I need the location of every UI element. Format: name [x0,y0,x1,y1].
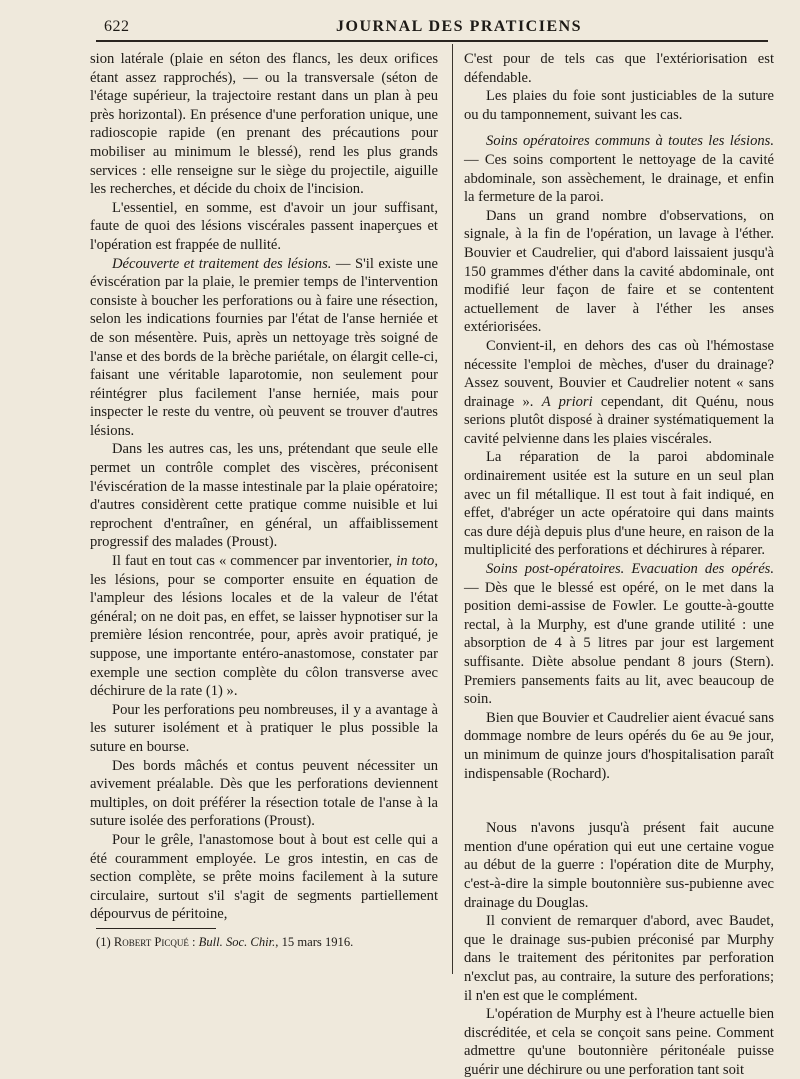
header-rule [96,40,768,42]
footnote-author: Robert Picqué [113,935,189,949]
paragraph: Pour les perforations peu nombreuses, il y a avantage à les suturer isolément et à pratiquer le plus possible la suture en bourse. [90,701,438,755]
paragraph: Nous n'avons jusqu'à présent fait aucune mention d'une opération qui eut une certaine vogue au début de la guerre : l'opération dite de Murphy, c'est-à-dire la simple boutonnière sus-pubienne avec drainage du Douglas. [464,820,774,911]
paragraph-text: cependant, dit Quénu, nous serions plutôt disposé à drainer systématiquement la cavité pelvienne dans les plaies viscérales. [464,393,774,447]
paragraph: Dans les autres cas, les uns, prétendant que seule elle permet un contrôle complet des viscères, préconisent l'éviscération de la masse intestinale par la plaie opératoire; d'autres considèrent cette pratique comme nuisible et lui reprochent d'entraîner, en général, un affaiblissement progressif des malades (Proust). [90,441,438,551]
paragraph: Les plaies du foie sont justiciables de la suture ou du tamponnement, suivant les cas. [464,88,774,123]
paragraph-text: Il faut en tout cas « commencer par inventorier, [112,553,397,570]
footnote-separator: : [188,935,199,949]
paragraph: C'est pour de tels cas que l'extériorisation est défendable. [464,51,774,86]
latin-phrase: in toto [396,553,435,570]
page-number: 622 [104,18,130,35]
footnote-number: (1) [96,935,114,949]
footnote-rule [96,928,216,929]
paragraph [90,255,438,441]
right-column [464,50,774,1079]
column-divider [452,44,453,974]
page-header [0,12,800,38]
paragraph-text: Convient-il, en dehors des cas où l'hémostase nécessite l'emploi de mèches, d'user du drainage? Assez souvent, Bouvier et Caudrelier notent « sans drainage ». [464,337,774,410]
paragraph-text: — S'il existe une éviscération par la plaie, le premier temps de l'intervention consiste à boucher les perforations ou à faire une résection, selon les indications fournies par l'état de l'anse herniée et de son mésentère. Puis, après un nettoyage très soigné de l'anse et des bords de la brèche pariétale, on élargit celle-ci, faisant une véritable laparotomie, non seulement pour réintégrer plus facilement l'anse herniée, mais pour inspecter le reste du ventre, où peuvent se trouver d'autres lésions. [90,255,438,439]
paragraph-text: — Ces soins comportent le nettoyage de la cavité abdominale, son assèchement, le drainage, et enfin la fermeture de la paroi. [464,151,774,206]
paragraph [464,132,774,206]
paragraph: sion latérale (plaie en séton des flancs, les deux orifices étant assez rapprochés), — ou la transversale (séton de l'étage supérieur, la trajectoire restant dans un plan à peu près horizontal). En présence d'une perforation unique, une radioscopie rapide (en prenant des précautions pour mobiliser au minimum le blessé), rend les plus grands services : elle renseigne sur le siège du projectile, aiguille les recherches, et décide du choix de l'incision. [90,51,438,198]
paragraph: L'essentiel, en somme, est d'avoir un jour suffisant, faute de quoi des lésions viscérales passent inaperçues et l'opération est frappée de nullité. [90,199,438,253]
section-heading: Soins post-opératoires. Evacuation des opérés. [486,561,774,578]
footnote-date: , 15 mars 1916. [275,935,354,949]
footnote [96,934,436,950]
left-column [90,50,438,924]
paragraph: L'opération de Murphy est à l'heure actuelle bien discréditée, et cela se conçoit sans peine. Comment admettre qu'une boutonnière péritonéale puisse guérir une déchirure ou une perforation tant soit [464,1006,774,1078]
section-heading: Découverte et traitement des lésions. [112,255,332,272]
paragraph [90,552,438,701]
paragraph [464,560,774,709]
running-title: JOURNAL DES PRATICIENS [336,18,583,35]
paragraph-text: , les lésions, pour se comporter ensuite en équation de l'ampleur des lésions locales et de la valeur de l'état général; on ne doit pas, en effet, se laisser hypnotiser sur la première lésion rencontrée, pour, après avoir pratiqué, je suppose, une importante entéro-anastomose, constater par exemple une section complète du côlon transverse avec déchirure de la rate (1) ». [90,553,439,700]
paragraph: Pour le grêle, l'anastomose bout à bout est celle qui a été couramment employée. Le gros intestin, en cas de section complète, se prête moins facilement à la suture circulaire, surtout s'il s'agit de segments partiellement dépourvus de péritoine, [90,831,438,923]
section-heading: Soins opératoires communs à toutes les lésions. [486,133,774,150]
footnote-journal: Bull. Soc. Chir. [198,935,276,949]
paragraph [464,337,774,449]
latin-phrase: A priori [541,393,593,410]
paragraph: Dans un grand nombre d'observations, on signale, à la fin de l'opération, un lavage à l'éther. Bouvier et Caudrelier, qui d'abord laissaient jusqu'à 150 grammes d'éther dans la cavité abdominale, ont modifié leur façon de faire et se contentent actuellement de laver à l'éther les anses extériorisées. [464,207,774,336]
paragraph: Des bords mâchés et contus peuvent nécessiter un avivement préalable. Dès que les perforations deviennent multiples, on doit préférer la résection totale de l'anse à la suture isolée des perforations (Proust). [90,757,438,830]
paragraph: Il convient de remarquer d'abord, avec Baudet, que le drainage sus-pubien préconisé par Murphy dans le traitement des péritonites par perforation n'exclut pas, au contraire, la suture des perforations; il n'en est que le complément. [464,913,774,1004]
paragraph-text: — Dès que le blessé est opéré, on le met dans la position demi-assise de Fowler. Le goutte-à-goutte rectal, à la Murphy, est d'une grande utilité : une absorption de 4 à 5 litres par jour est largement suffisante. Diète absolue pendant 8 jours (Stern). Premiers pansements faits au lit, avec beaucoup de soin. [464,579,774,708]
paragraph: Bien que Bouvier et Caudrelier aient évacué sans dommage nombre de leurs opérés du 6e au 9e jour, un minimum de quinze jours d'hospitalisation paraît indispensable (Rochard). [464,709,774,782]
paragraph: La réparation de la paroi abdominale ordinairement usitée est la suture en un seul plan avec un fil métallique. Il est tout à fait indiqué, en effet, d'abréger un acte opératoire qui dans maints cas dure déjà depuis plus d'une heure, en raison de la multiplicité des perforations et déchirures à réparer. [464,449,774,559]
